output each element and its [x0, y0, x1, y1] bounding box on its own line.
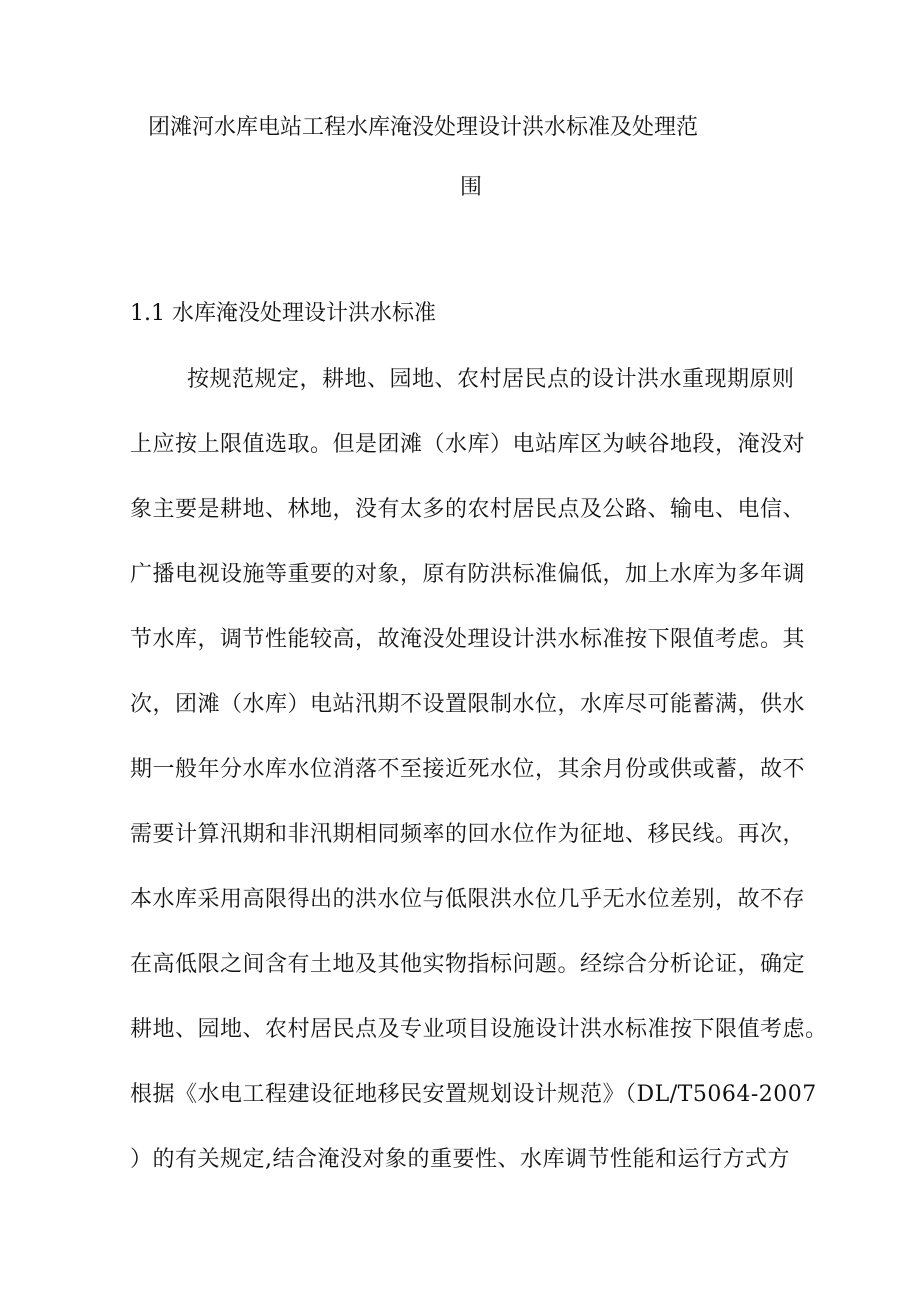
document-title-line-2: 围 [460, 175, 483, 200]
paragraph-line: 根据《水电工程建设征地移民安置规划设计规范》（DL/T5064-2007 [130, 1082, 817, 1107]
paragraph-line: 需要计算汛期和非汛期相同频率的回水位作为征地、移民线。再次， [130, 822, 806, 847]
paragraph-line: 广播电视设施等重要的对象，原有防洪标准偏低，加上水库为多年调 [130, 562, 806, 587]
document-title-line-1: 团滩河水库电站工程水库淹没处理设计洪水标准及处理范 [148, 115, 699, 140]
paragraph-line: 节水库，调节性能较高，故淹没处理设计洪水标准按下限值考虑。其 [130, 627, 806, 652]
paragraph-line: 象主要是耕地、林地，没有太多的农村居民点及公路、输电、电信、 [130, 497, 806, 522]
paragraph-line: 次，团滩（水库）电站汛期不设置限制水位，水库尽可能蓄满，供水 [130, 692, 806, 717]
paragraph-line: 上应按上限值选取。但是团滩（水库）电站库区为峡谷地段，淹没对 [130, 432, 806, 457]
paragraph-line: 期一般年分水库水位消落不至接近死水位，其余月份或供或蓄，故不 [130, 757, 806, 782]
section-heading: 1.1 水库淹没处理设计洪水标准 [130, 301, 436, 326]
paragraph-line: 在高低限之间含有土地及其他实物指标问题。经综合分析论证，确定 [130, 952, 806, 977]
paragraph-line: 本水库采用高限得出的洪水位与低限洪水位几乎无水位差别，故不存 [130, 887, 806, 912]
paragraph-line: 耕地、园地、农村居民点及专业项目设施设计洪水标准按下限值考虑。 [130, 1017, 828, 1042]
paragraph-line: ）的有关规定,结合淹没对象的重要性、水库调节性能和运行方式方 [130, 1147, 790, 1172]
paragraph-line: 按规范规定，耕地、园地、农村居民点的设计洪水重现期原则 [187, 367, 795, 392]
